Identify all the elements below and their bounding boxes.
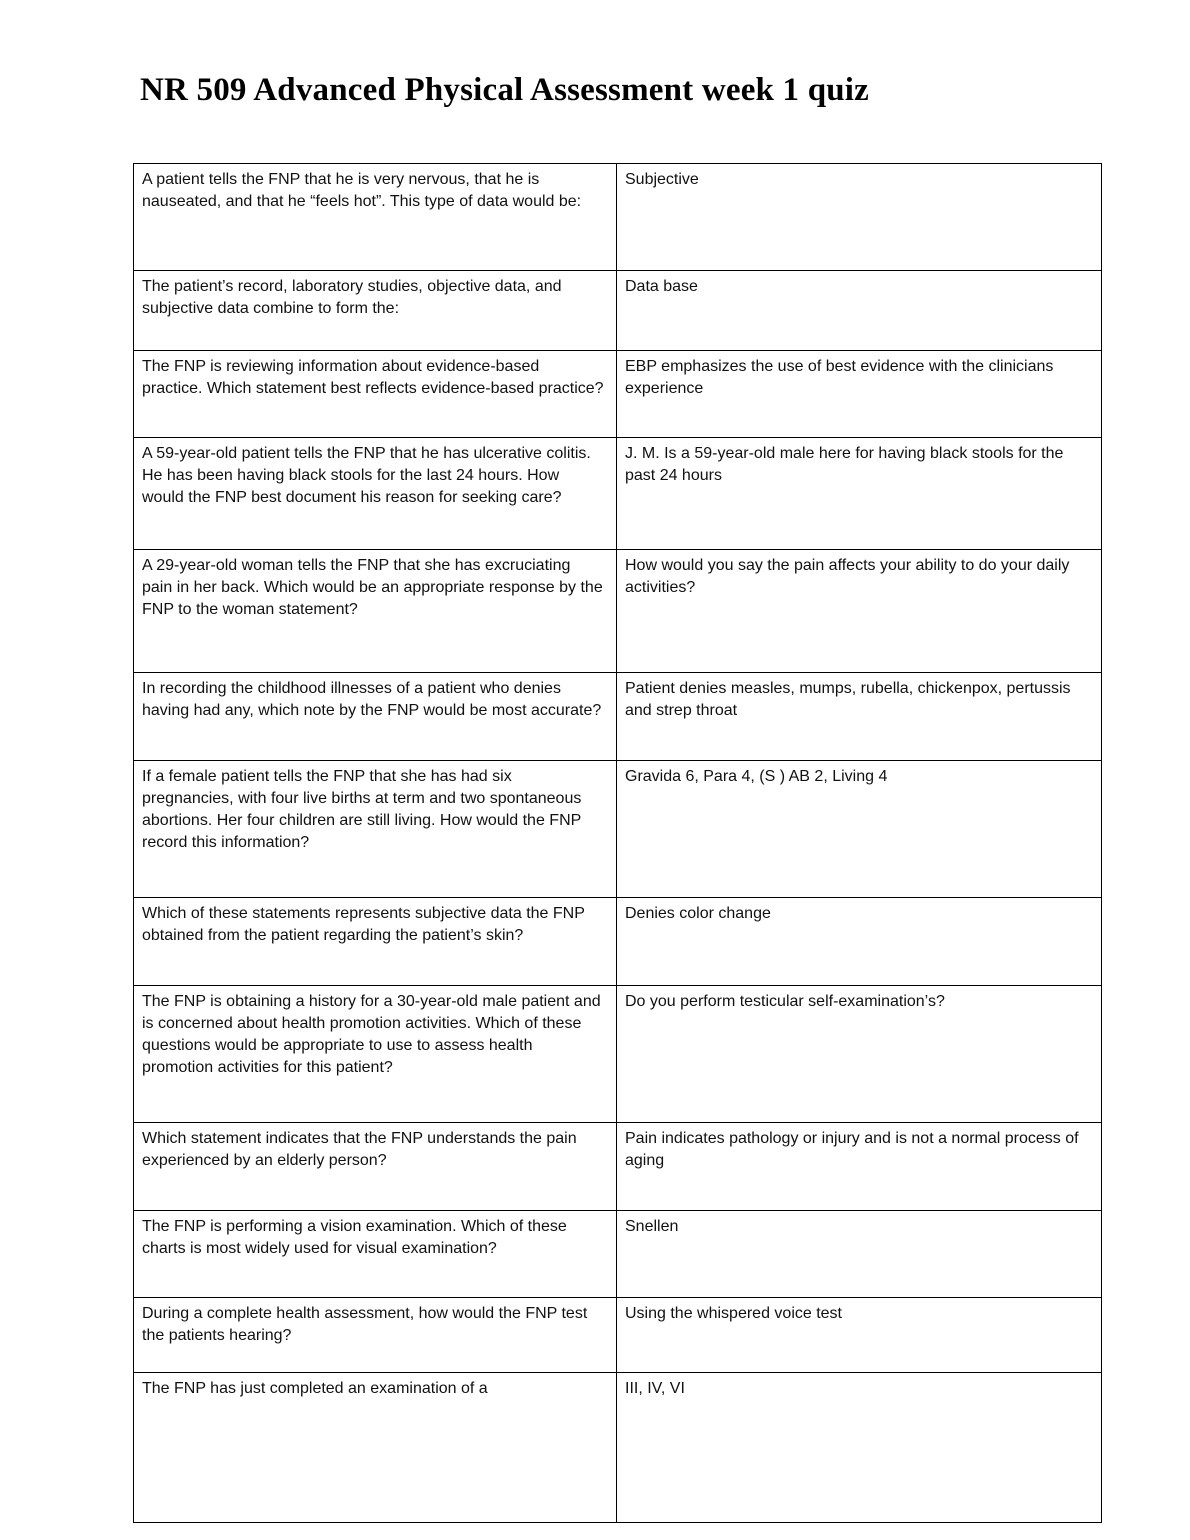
table-row <box>134 761 1102 898</box>
question-cell: The FNP is performing a vision examination. Which of these charts is most widely used for visual examination? <box>134 1211 617 1298</box>
question-cell: Which statement indicates that the FNP understands the pain experienced by an elderly person? <box>134 1123 617 1211</box>
question-cell: A 29-year-old woman tells the FNP that she has excruciating pain in her back. Which would be an appropriate response by the FNP to the woman statement? <box>134 550 617 673</box>
question-cell: The FNP has just completed an examination of a <box>134 1373 617 1523</box>
table-row <box>134 1123 1102 1211</box>
table-row <box>134 271 1102 351</box>
table-row <box>134 673 1102 761</box>
answer-cell: Snellen <box>617 1211 1102 1298</box>
question-cell: Which of these statements represents subjective data the FNP obtained from the patient regarding the patient’s skin? <box>134 898 617 986</box>
quiz-table <box>133 163 1102 1523</box>
answer-cell: Using the whispered voice test <box>617 1298 1102 1373</box>
table-row <box>134 1373 1102 1523</box>
question-cell: The FNP is obtaining a history for a 30-year-old male patient and is concerned about health promotion activities. Which of these questions would be appropriate to use to assess health promotion activities for this patient? <box>134 986 617 1123</box>
question-cell: The patient’s record, laboratory studies, objective data, and subjective data combine to form the: <box>134 271 617 351</box>
question-cell: The FNP is reviewing information about evidence-based practice. Which statement best reflects evidence-based practice? <box>134 351 617 438</box>
table-row <box>134 351 1102 438</box>
table-row <box>134 438 1102 550</box>
table-row <box>134 164 1102 271</box>
table-row <box>134 1211 1102 1298</box>
question-cell: During a complete health assessment, how would the FNP test the patients hearing? <box>134 1298 617 1373</box>
answer-cell: Data base <box>617 271 1102 351</box>
table-row <box>134 550 1102 673</box>
table-row <box>134 898 1102 986</box>
answer-cell: Patient denies measles, mumps, rubella, chickenpox, pertussis and strep throat <box>617 673 1102 761</box>
question-cell: A patient tells the FNP that he is very nervous, that he is nauseated, and that he “feels hot”. This type of data would be: <box>134 164 617 271</box>
answer-cell: III, IV, VI <box>617 1373 1102 1523</box>
table-row <box>134 1298 1102 1373</box>
answer-cell: Denies color change <box>617 898 1102 986</box>
answer-cell: J. M. Is a 59-year-old male here for having black stools for the past 24 hours <box>617 438 1102 550</box>
answer-cell: Gravida 6, Para 4, (S ) AB 2, Living 4 <box>617 761 1102 898</box>
table-row <box>134 986 1102 1123</box>
question-cell: In recording the childhood illnesses of a patient who denies having had any, which note by the FNP would be most accurate? <box>134 673 617 761</box>
question-cell: A 59-year-old patient tells the FNP that he has ulcerative colitis. He has been having black stools for the last 24 hours. How would the FNP best document his reason for seeking care? <box>134 438 617 550</box>
answer-cell: How would you say the pain affects your ability to do your daily activities? <box>617 550 1102 673</box>
answer-cell: Subjective <box>617 164 1102 271</box>
page-title: NR 509 Advanced Physical Assessment week 1 quiz <box>140 72 870 108</box>
question-cell: If a female patient tells the FNP that she has had six pregnancies, with four live births at term and two spontaneous abortions. Her four children are still living. How would the FNP record this information? <box>134 761 617 898</box>
answer-cell: Do you perform testicular self-examination’s? <box>617 986 1102 1123</box>
answer-cell: Pain indicates pathology or injury and is not a normal process of aging <box>617 1123 1102 1211</box>
answer-cell: EBP emphasizes the use of best evidence with the clinicians experience <box>617 351 1102 438</box>
